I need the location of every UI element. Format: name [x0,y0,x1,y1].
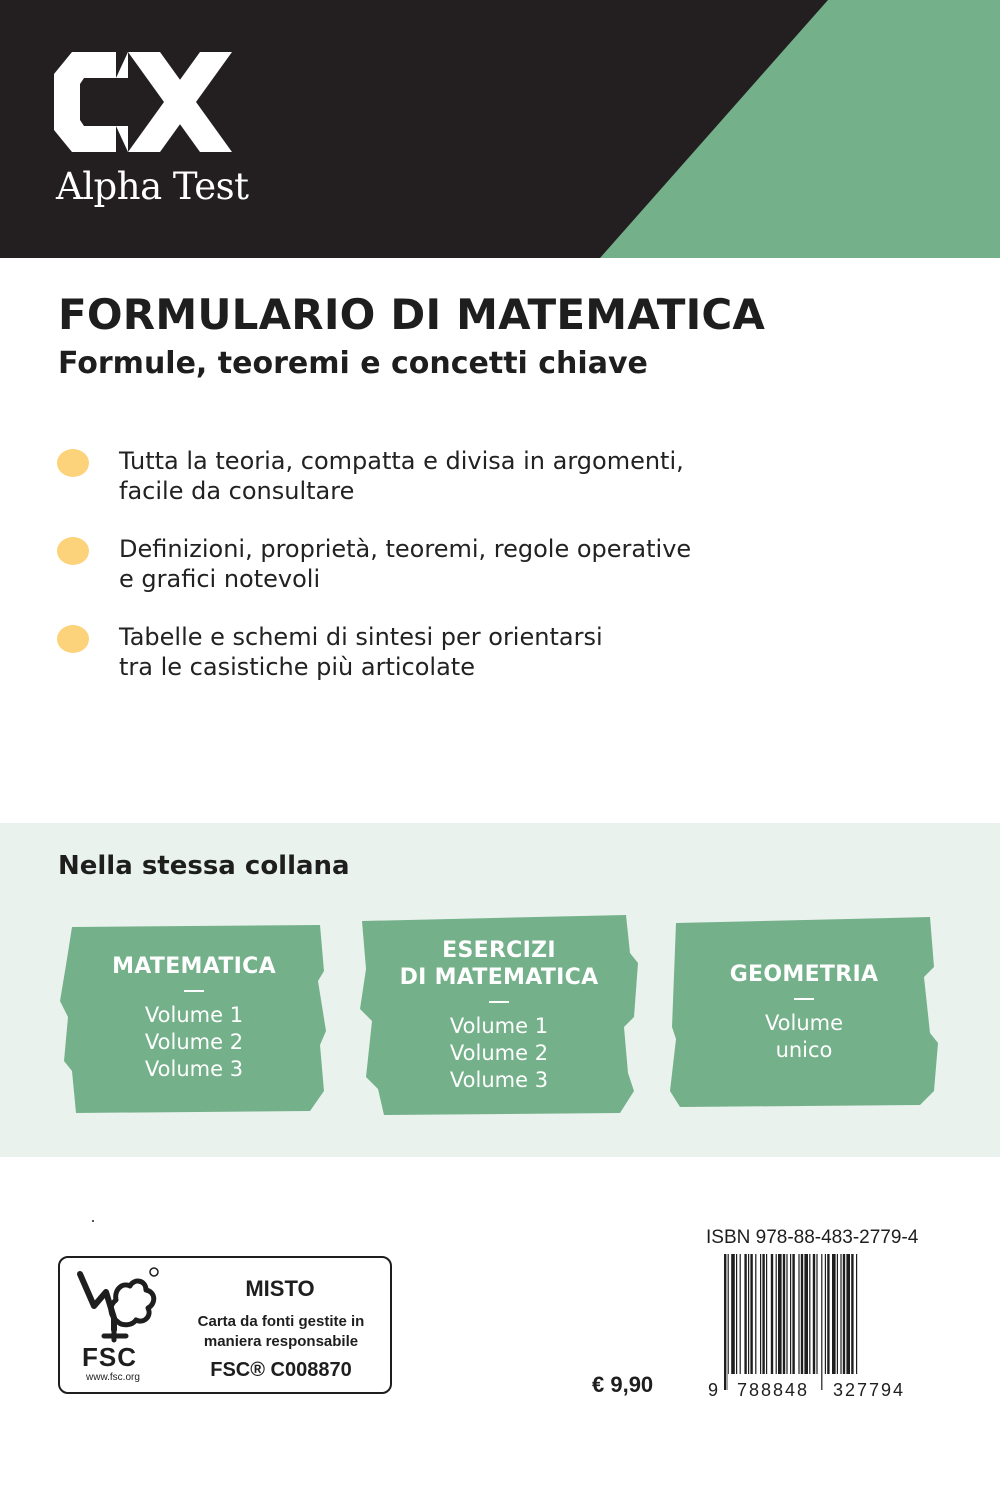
barcode-bar [801,1254,803,1390]
series-card-geometria [668,915,940,1109]
book-subtitle: Formule, teoremi e concetti chiave [58,346,648,381]
header-band [0,0,1000,258]
barcode-bar [809,1254,810,1390]
barcode-bar [731,1254,735,1390]
barcode-bar [821,1254,822,1390]
card-divider [489,1001,509,1003]
feature-text-line: Definizioni, proprietà, teoremi, regole operative [119,535,692,563]
fsc-tree-icon [70,1266,160,1354]
series-card-matematica [58,921,330,1115]
barcode-bar [736,1254,737,1390]
barcode-bar [786,1254,787,1390]
card-title: MATEMATICA [112,954,276,979]
feature-text-line: tra le casistiche più articolate [119,653,475,681]
barcode-bar [804,1254,808,1390]
barcode-bar [846,1254,850,1390]
barcode-bar [851,1254,853,1390]
barcode-bar [771,1254,773,1390]
bullet-dot-icon [56,536,90,566]
card-title: GEOMETRIA [729,961,879,987]
series-heading: Nella stessa collana [58,851,350,881]
feature-item [56,534,776,594]
barcode-bar [748,1254,749,1390]
card-title: DI MATEMATICA [399,964,599,990]
barcode-bar [724,1254,726,1390]
barcode-bar [755,1254,756,1390]
card-volume: Volume 2 [449,1040,549,1065]
barcode-icon [704,1254,926,1402]
feature-list [56,446,776,710]
card-volume: Volume 2 [144,1030,244,1054]
card-volume: Volume 1 [144,1003,244,1027]
alpha-logo-icon [54,52,232,152]
fsc-description-line: Carta da fonti gestite in [197,1313,365,1330]
barcode-bar [856,1254,857,1390]
barcode-bar [766,1254,767,1390]
feature-text-line: facile da consultare [119,477,355,505]
series-card-esercizi [358,913,640,1117]
barcode-bar [825,1254,826,1390]
bullet-dot-icon [56,624,90,654]
isbn-label: ISBN 978-88-483-2779-4 [706,1227,919,1248]
barcode-bar [827,1254,829,1390]
barcode-bar [740,1254,741,1390]
barcode-bar [837,1254,838,1390]
fsc-category: MISTO [245,1276,315,1301]
fsc-label [58,1256,392,1394]
barcode-bar [750,1254,752,1390]
barcode-digits-left: 788848 [736,1380,810,1400]
barcode-bar [813,1254,815,1390]
barcode-digits-right: 327794 [832,1380,906,1400]
series-band [0,823,1000,1157]
barcode-bar [744,1254,746,1390]
feature-item [56,446,776,506]
barcode-bar [843,1254,845,1390]
feature-text-line: e grafici notevoli [119,565,321,593]
barcode-bar [840,1254,841,1390]
barcode-bars [724,1254,857,1390]
price: € 9,90 [592,1372,654,1397]
barcode-bar [798,1254,799,1390]
barcode-bar [790,1254,791,1390]
barcode-digit-first: 9 [708,1380,719,1400]
feature-text-line: Tutta la teoria, compatta e divisa in argomenti, [119,447,684,475]
fsc-url: www.fsc.org [86,1372,140,1383]
bullet-dot-icon [56,448,90,478]
card-volume: unico [775,1037,833,1062]
fsc-description [176,1312,386,1352]
fsc-code: FSC® C008870 [210,1359,352,1381]
book-title: FORMULARIO DI MATEMATICA [58,290,766,339]
barcode-bar [816,1254,817,1390]
card-divider [794,998,814,1000]
brand-name: Alpha Test [56,165,249,208]
barcode-bar [760,1254,761,1390]
barcode-bar [783,1254,785,1390]
fsc-description-line: maniera responsabile [203,1333,359,1350]
barcode-bar [762,1254,764,1390]
print-speck [92,1220,94,1222]
card-title: ESERCIZI [442,937,556,963]
fsc-logo-text: FSC [82,1342,137,1372]
feature-item [56,622,776,682]
card-volume: Volume 3 [144,1057,244,1081]
card-divider [184,990,204,992]
card-volume: Volume 1 [449,1013,549,1038]
barcode-bar [778,1254,782,1390]
barcode-bar [776,1254,777,1390]
barcode-bar [792,1254,794,1390]
barcode-bar [728,1254,729,1390]
card-volume: Volume [764,1010,844,1035]
card-volume: Volume 3 [449,1067,549,1092]
barcode-bar [832,1254,836,1390]
feature-text-line: Tabelle e schemi di sintesi per orientarsi [119,623,603,651]
